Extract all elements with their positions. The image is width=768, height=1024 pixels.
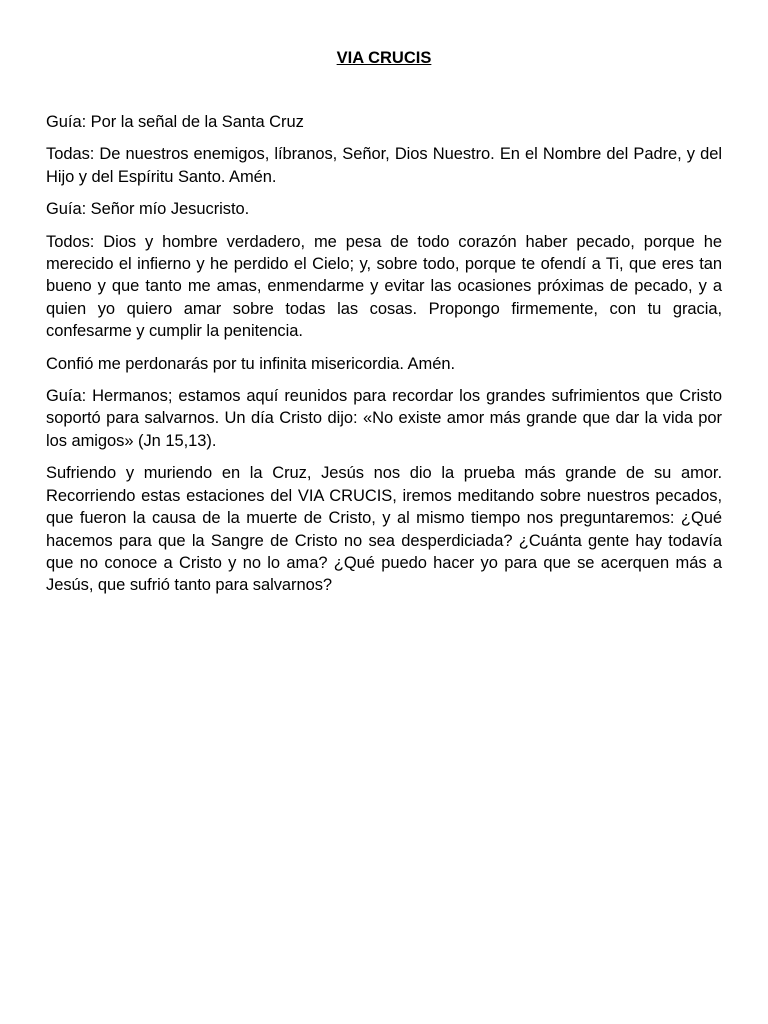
document-title: VIA CRUCIS — [336, 49, 432, 67]
paragraph-todas-enemigos: Todas: De nuestros enemigos, líbranos, Señor, Dios Nuestro. En el Nombre del Padre, y del Hijo y del Espíritu Santo. Amén. — [46, 145, 722, 186]
paragraph-guia-senal: Guía: Por la señal de la Santa Cruz — [46, 113, 304, 131]
paragraph-guia-hermanos: Guía: Hermanos; estamos aquí reunidos para recordar los grandes sufrimientos que Cristo soportó para salvarnos. Un día Cristo dijo: «No existe amor más grande que dar la vida por los amigos» (Jn 15,13). — [46, 387, 722, 450]
document-body — [46, 111, 722, 607]
paragraph-sufriendo: Sufriendo y muriendo en la Cruz, Jesús nos dio la prueba más grande de su amor. Recorriendo estas estaciones del VIA CRUCIS, iremos meditando sobre nuestros pecados, que fueron la causa de la muerte de Cristo, y al mismo tiempo nos preguntaremos: ¿Qué hacemos para que la Sangre de Cristo no sea desperdiciada? ¿Cuánta gente hay todavía que no conoce a Cristo y no lo ama? ¿Qué puedo hacer yo para que se acerquen más a Jesús, que sufrió tanto para salvarnos? — [46, 464, 722, 595]
paragraph-todos-contricion: Todos: Dios y hombre verdadero, me pesa de todo corazón haber pecado, porque he merecido el infierno y he perdido el Cielo; y, sobre todo, porque te ofendí a Ti, que eres tan bueno y que tanto me amas, enmendarme y evitar las ocasiones próximas de pecado, y a quien yo quiero amar sobre todas las cosas. Propongo firmemente, con tu gracia, confesarme y cumplir la penitencia. — [46, 232, 722, 341]
paragraph-guia-senor: Guía: Señor mío Jesucristo. — [46, 200, 250, 219]
paragraph-confio: Confió me perdonarás por tu infinita misericordia. Amén. — [46, 354, 455, 373]
